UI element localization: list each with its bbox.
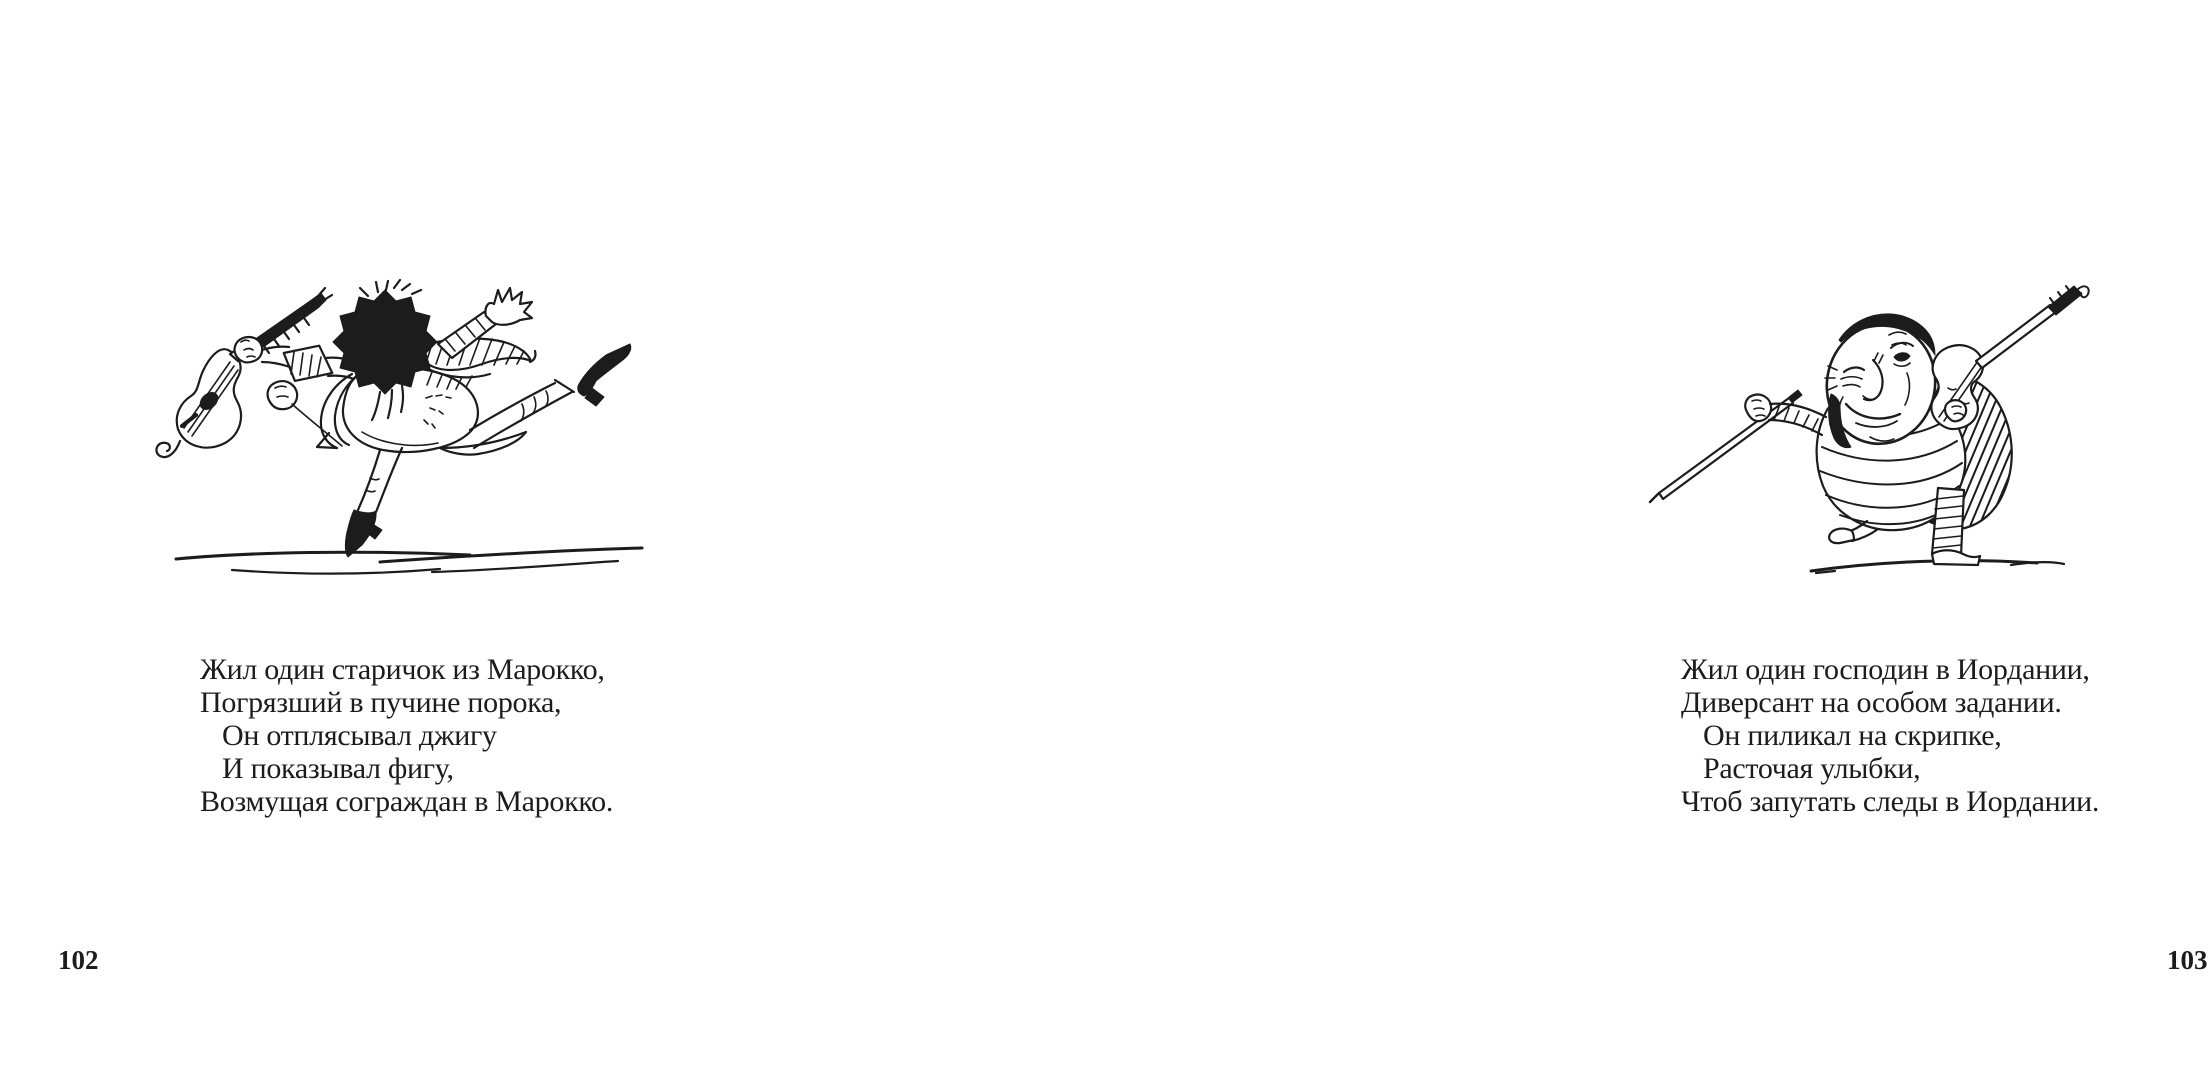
- poem-jordan: [1681, 653, 2099, 818]
- page-right: [753, 0, 2208, 1080]
- poem-line: Погрязший в пучине порока,: [200, 686, 562, 719]
- illustration-round-man-with-violin: [1643, 260, 2123, 590]
- page-number-right: 103: [2167, 945, 2208, 975]
- poem-line: Он пиликал на скрипке,: [1703, 719, 2002, 752]
- guitar-dancer-drawing: [140, 280, 660, 590]
- poem-line: Жил один старичок из Марокко,: [200, 653, 605, 686]
- poem-line: Расточая улыбки,: [1703, 752, 1921, 785]
- poem-line: Он отплясывал джигу: [222, 719, 497, 752]
- poem-line: Жил один господин в Иордании,: [1681, 653, 2090, 686]
- poem-morocco: [200, 653, 613, 818]
- poem-line: Чтоб запутать следы в Иордании.: [1681, 785, 2100, 818]
- poem-line: Возмущая сограждан в Марокко.: [200, 785, 614, 818]
- page-left: [0, 0, 753, 1080]
- poem-line: Диверсант на особом задании.: [1681, 686, 2062, 719]
- poem-line: И показывал фигу,: [222, 752, 454, 785]
- violinist-drawing: [1643, 260, 2123, 590]
- page-number-left: 102: [58, 945, 99, 975]
- illustration-dancing-man-with-guitar: [140, 280, 660, 590]
